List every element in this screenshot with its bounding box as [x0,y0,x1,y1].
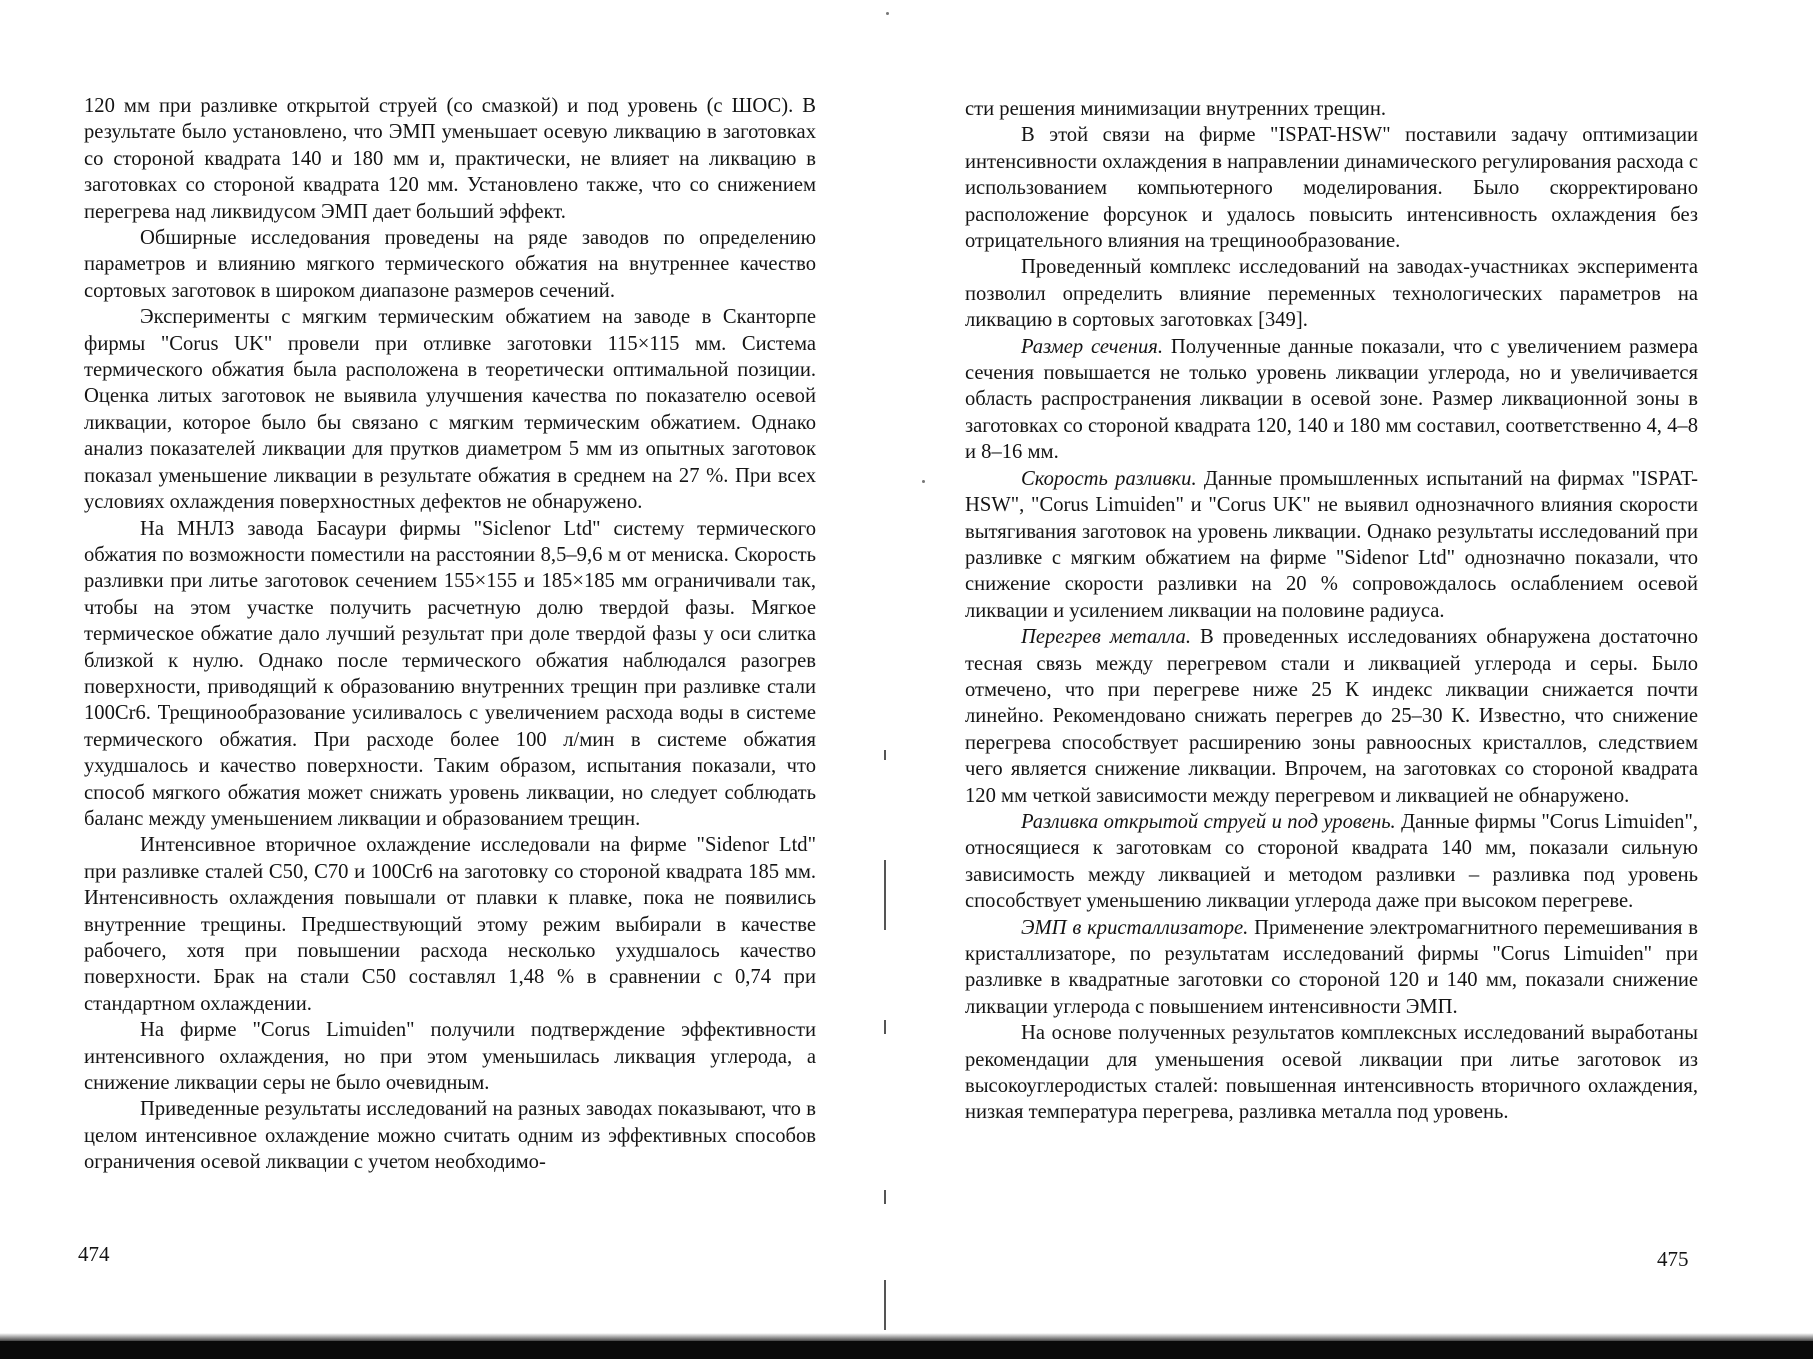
paragraph-body: Данные промышленных испытаний на фирмах "ISPAT-HSW", "Corus Limuiden" и "Corus UK" не выявил однозначного влияния скорости вытягивания заготовок на уровень ликвации. Однако результаты исследований при разливке с мягким обжатием на фирме "Sidenor Ltd" однозначно показали, что снижение скорости разливки на 20 % сопровождалось ослаблением осевой ликвации и усилением ликвации на половине радиуса. [965,467,1698,622]
paragraph-lead: ЭМП в кристаллизаторе. [1021,916,1249,939]
gutter-mark [884,860,886,930]
paragraph: Приведенные результаты исследований на разных заводах показывают, что в целом интенсивное охлаждение можно считать одним из эффективных способов ограничения осевой ликвации с учетом необходимо- [84,1098,816,1174]
gutter-mark [884,1190,886,1204]
scan-bottom-edge [0,1341,1813,1359]
paragraph [965,254,1698,333]
paragraph [965,1020,1698,1126]
paragraph: Эксперименты с мягким термическим обжатием на заводе в Сканторпе фирмы "Corus UK" провели при отливке заготовки 115×115 мм. Система термического обжатия была расположена в теоретически оптимальной позиции. Оценка литых заготовок не выявила улучшения качества по показателю осевой ликвации, которое было бы связано с мягким термическим обжатием. Однако анализ показателей ликвации для прутков диаметром 5 мм из опытных заготовок показал уменьшение ликвации в результате обжатия в среднем на 27 %. При всех условиях охлаждения поверхностных дефектов не обнаружено. [84,306,816,514]
paragraph-body: В проведенных исследованиях обнаружена достаточно тесная связь между перегревом стали и ликвацией углерода и серы. Было отмечено, что при перегреве ниже 25 К индекс ликвации снижается почти линейно. Рекомендовано снижать перегрев до 25–30 К. Известно, что снижение перегрева способствует расширению зоны равноосных кристаллов, следствием чего является снижение ликвации. Впрочем, на заготовках со стороной квадрата 120 мм четкой зависимости между перегревом и ликвацией не обнаружено. [965,626,1698,807]
right-page-text [965,96,1698,1126]
paragraph-body: Проведенный комплекс исследований на заводах-участниках эксперимента позволил определить влияние переменных технологических параметров на ликвацию в сортовых заготовках [349]. [965,256,1698,332]
page-number: 474 [78,1242,110,1266]
left-page-text [84,93,816,1176]
paragraph [965,122,1698,254]
paragraph: Интенсивное вторичное охлаждение исследовали на фирме "Sidenor Ltd" при разливке сталей С50, С70 и 100Cr6 на заготовку со стороной квадрата 185 мм. Интенсивность охлаждения повышали от плавки к плавке, пока не появились внутренние трещины. Предшествующий этому режим выбирали в качестве рабочего, хотя при повышении расхода несколько ухудшалось качество поверхности. Брак на стали С50 составлял 1,48 % в сравнении с 0,74 при стандартном охлаждении. [84,834,816,1015]
scan-speck [886,12,889,15]
paragraph: Обширные исследования проведены на ряде заводов по определению параметров и влиянию мягкого термического обжатия на внутреннее качество сортовых заготовок в широком диапазоне размеров сечений. [84,227,816,302]
paragraph: На МНЛЗ завода Басаури фирмы "Siclenor Ltd" систему термического обжатия по возможности поместили на расстоянии 8,5–9,6 м от мениска. Скорость разливки при литье заготовок сечением 155×155 и 185×185 мм ограничивали так, чтобы на этом участке получить расчетную долю твердой фазы. Мягкое термическое обжатие дало лучший результат при доле твердой фазы у оси слитка близкой к нулю. Однако после термического обжатия наблюдался разогрев поверхности, приводящий к образованию внутренних трещин при разливке стали 100Cr6. Трещинообразование усиливалось с увеличением расхода воды в системе термического обжатия. При расходе более 100 л/мин в системе обжатия ухудшалось и качество поверхности. Таким образом, испытания показали, что способ мягкого обжатия может снижать уровень ликвации, но следует соблюдать баланс между уменьшением ликвации и образованием трещин. [84,517,816,830]
gutter-mark [884,1020,886,1034]
paragraph: 120 мм при разливке открытой струей (со смазкой) и под уровень (с ШОС). В результате было установлено, что ЭМП уменьшает осевую ликвацию в заготовках со стороной квадрата 140 и 180 мм и, практически, не влияет на ликвацию в заготовках со стороной квадрата 120 мм. Установлено также, что со снижением перегрева над ликвидусом ЭМП дает больший эффект. [84,95,816,223]
paragraph-body: сти решения минимизации внутренних трещин. [965,98,1387,120]
paragraph-lead: Скорость разливки. [1021,467,1197,490]
paragraph [965,809,1698,915]
scan-speck [922,480,925,483]
paragraph [965,624,1698,809]
left-page [0,0,900,1359]
paragraph-body: На основе полученных результатов комплексных исследований выработаны рекомендации для уменьшения осевой ликвации при литье заготовок из высокоуглеродистых сталей: повышенная интенсивность вторичного охлаждения, низкая температура перегрева, разливка металла под уровень. [965,1022,1698,1124]
gutter-mark [884,750,886,760]
paragraph-lead: Разливка открытой струей и под уровень. [1021,810,1396,833]
paragraph [965,334,1698,466]
paragraph: На фирме "Corus Limuiden" получили подтверждение эффективности интенсивного охлаждения, но при этом уменьшилась ликвация углерода, а снижение ликвации серы не было очевидным. [84,1019,816,1095]
paragraph-lead: Перегрев металла. [1021,626,1191,649]
paragraph [965,466,1698,624]
paragraph-body: Применение электромагнитного перемешивания в кристаллизаторе, по результатам исследований фирмы "Corus Limuiden" при разливке в квадратные заготовки со стороной 120 и 140 мм, показали снижение ликвации углерода с повышением интенсивности ЭМП. [965,916,1698,1018]
book-gutter [884,0,886,1359]
paragraph-body: В этой связи на фирме "ISPAT-HSW" поставили задачу оптимизации интенсивности охлаждения в направлении динамического регулирования расхода с использованием компьютерного моделирования. Было скорректировано расположение форсунок и удалось повысить интенсивность охлаждения без отрицательного влияния на трещинообразование. [965,124,1698,253]
paragraph-body: Полученные данные показали, что с увеличением размера сечения повышается не только уровень ликвации углерода, но и увеличивается область распространения ликвации в осевой зоне. Размер ликвационной зоны в заготовках со стороной квадрата 120, 140 и 180 мм составил, соответственно 4, 4–8 и 8–16 мм. [965,335,1699,464]
right-page [900,0,1813,1359]
gutter-mark [884,1280,886,1330]
paragraph [965,915,1698,1021]
paragraph-body: Данные фирмы "Corus Limuiden", относящиеся к заготовкам со стороной квадрата 140 мм, показали сильную зависимость между ликвацией и методом разливки – разливка под уровень способствует уменьшению ликвации углерода даже при высоком перегреве. [965,810,1698,913]
page-number: 475 [1657,1247,1689,1271]
paragraph-lead: Размер сечения. [1021,335,1163,358]
paragraph [965,96,1698,122]
